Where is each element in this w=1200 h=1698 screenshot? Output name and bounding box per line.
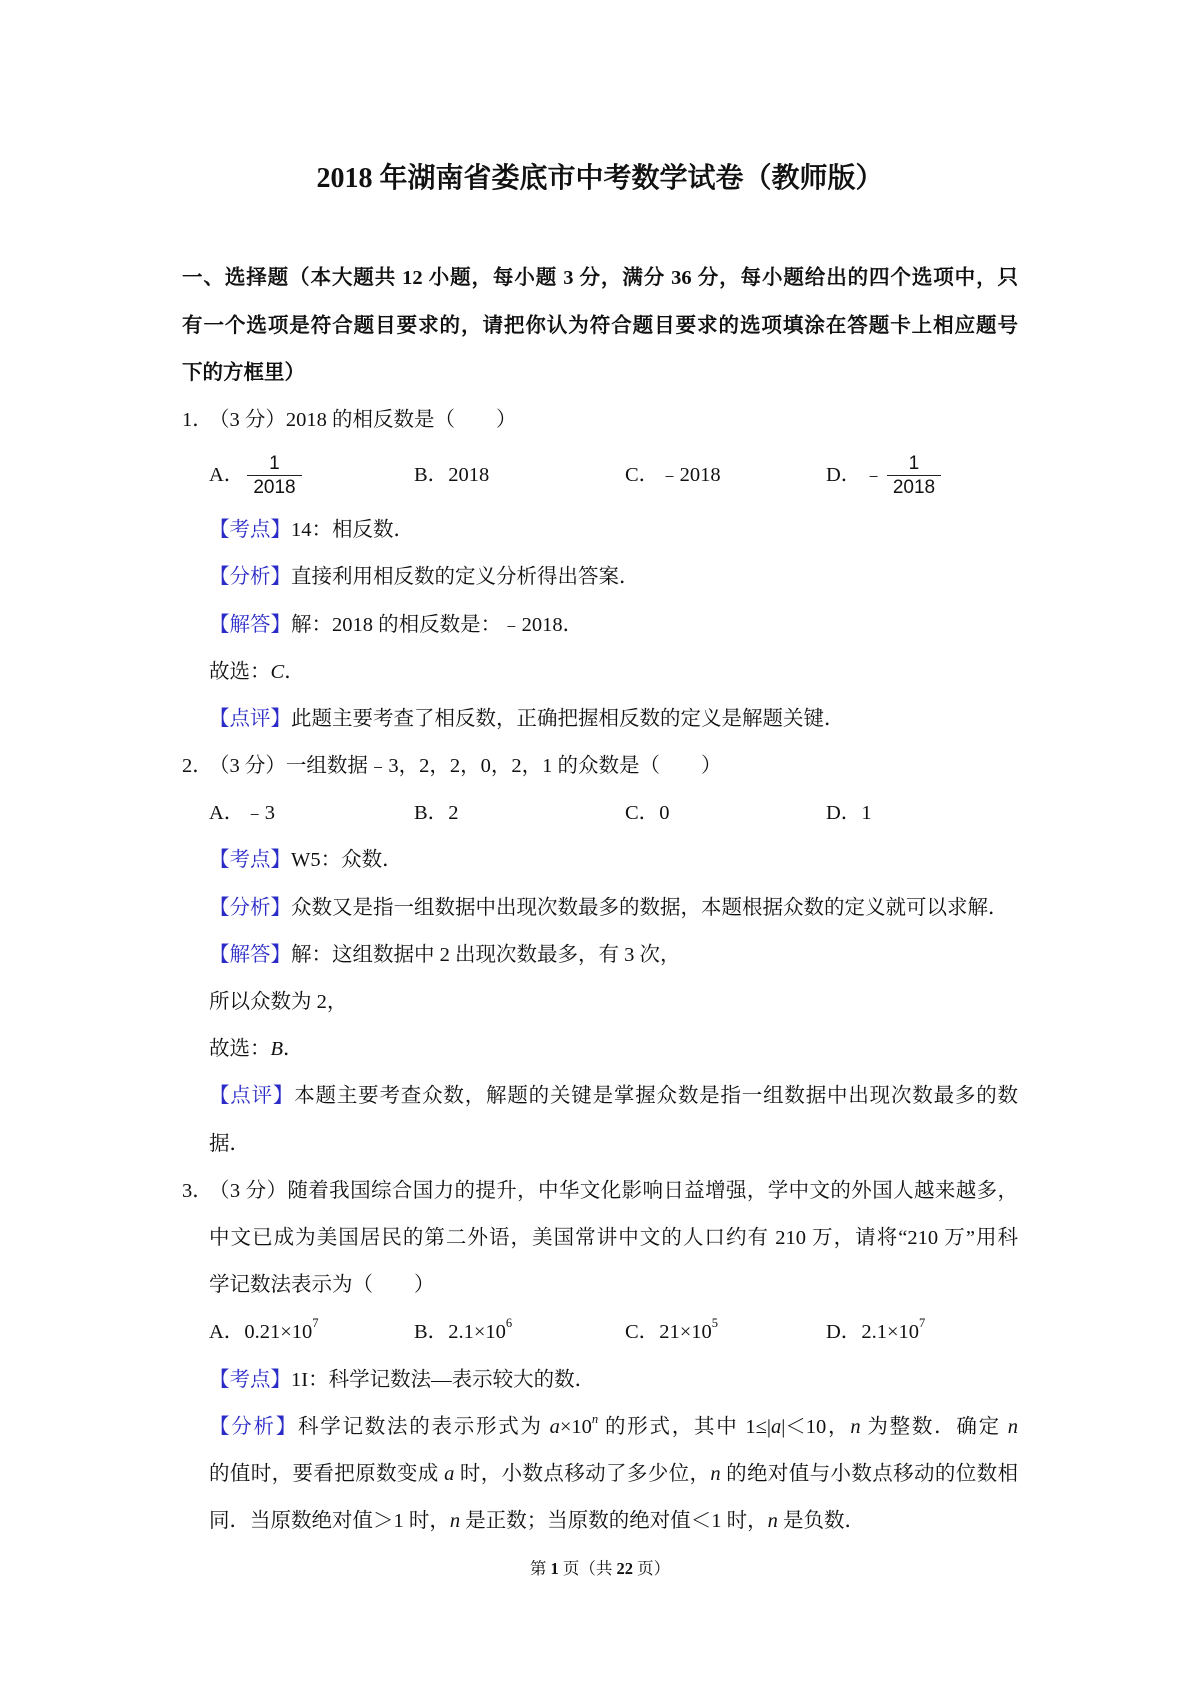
option-d — [826, 790, 872, 837]
option-text: 2 — [448, 802, 459, 825]
analysis-text: 为整数．确定 — [860, 1415, 1008, 1438]
knowledge-point-text: W5：众数． — [291, 849, 403, 872]
question-stem-text: （3 分）2018 的相反数是（ ） — [209, 408, 517, 431]
analysis-text: 是正数；当原数的绝对值＜1 时， — [460, 1510, 768, 1533]
math-exponent: n — [591, 1411, 599, 1426]
fraction-numerator: 1 — [908, 453, 920, 475]
answer-prefix: 故选： — [209, 660, 271, 683]
question-stem-line — [182, 1168, 1018, 1215]
math-variable: a — [549, 1415, 560, 1438]
option-label: B． — [414, 802, 449, 825]
analysis-text: 是负数． — [777, 1510, 865, 1533]
solution-text: 解：2018 的相反数是：﹣2018． — [291, 613, 584, 636]
question-stem-text: （3 分）随着我国综合国力的提升，中华文化影响日益增强，学中文的外国人越来越多， — [209, 1179, 1018, 1202]
option-sign: ﹣ — [863, 464, 884, 487]
option-label: D． — [826, 1321, 862, 1344]
answer-choice: B — [270, 1038, 284, 1061]
option-base: 2.1×10 — [448, 1321, 506, 1344]
question-stem-text: 中文已成为美国居民的第二外语，美国常讲中文的人口约有 210 万，请将“210 万”用科 — [209, 1226, 1018, 1249]
option-label: C． — [625, 464, 660, 487]
option-base: 2.1×10 — [861, 1321, 919, 1344]
question-stem-line — [182, 397, 1018, 444]
analysis-line — [182, 1498, 1018, 1545]
option-text: 0 — [659, 802, 670, 825]
options-row — [182, 444, 1018, 507]
question-number: 2． — [182, 755, 213, 778]
option-d — [826, 444, 941, 507]
solution-label: 【解答】 — [209, 613, 291, 636]
page-footer — [0, 1557, 1200, 1581]
option-c — [625, 444, 721, 507]
answer-suffix: ． — [284, 660, 305, 683]
page-content — [182, 255, 1018, 1545]
option-label: A． — [209, 802, 245, 825]
analysis-text: 科学记数法的表示形式为 — [297, 1415, 550, 1438]
solution-label: 【解答】 — [209, 943, 291, 966]
comment-text: 此题主要考查了相反数，正确把握相反数的定义是解题关键． — [291, 707, 845, 730]
knowledge-point-label: 【考点】 — [209, 519, 291, 542]
answer-line — [182, 1026, 1018, 1073]
analysis-text: 的绝对值与小数点移动的位数相 — [720, 1462, 1018, 1485]
option-label: B． — [414, 1321, 449, 1344]
option-label: C． — [625, 1321, 660, 1344]
answer-prefix: 故选： — [209, 1038, 271, 1061]
option-base: 21×10 — [659, 1321, 712, 1344]
option-a: A． 0.21×10 $^7$ — [209, 1309, 319, 1356]
comment-text: 本题主要考查众数，解题的关键是掌握众数是指一组数据中出现次数最多的数 — [294, 1085, 1018, 1108]
comment-label: 【点评】 — [209, 707, 291, 730]
solution-text: 解：这组数据中 2 出现次数最多，有 3 次， — [291, 943, 681, 966]
option-text: 2018 — [448, 464, 490, 487]
option-b: B． 2.1×10 $^6$ — [414, 1309, 512, 1356]
math-variable: a — [444, 1462, 455, 1485]
analysis-text: 众数又是指一组数据中出现次数最多的数据，本题根据众数的定义就可以求解． — [291, 896, 1009, 919]
analysis-line — [182, 885, 1018, 932]
fraction — [247, 454, 301, 497]
math-variable: a — [770, 1415, 782, 1438]
page-title: 2018 年湖南省娄底市中考数学试卷（教师版） — [316, 163, 884, 194]
answer-line — [182, 649, 1018, 696]
question-stem-text: （3 分）一组数据﹣3，2，2，0，2，1 的众数是（ ） — [209, 755, 722, 778]
option-label: A． — [209, 1321, 245, 1344]
math-variable: n — [449, 1510, 461, 1533]
knowledge-point-label: 【考点】 — [209, 849, 291, 872]
answer-suffix: ． — [283, 1038, 304, 1061]
solution-line — [182, 602, 1018, 649]
analysis-label: 【分析】 — [209, 896, 291, 919]
option-base: 0.21×10 — [244, 1321, 313, 1344]
analysis-text: ×10 — [559, 1415, 592, 1438]
fraction-numerator: 1 — [269, 453, 280, 475]
analysis-label: 【分析】 — [209, 566, 291, 589]
analysis-text: 同．当原数绝对值＞1 时， — [209, 1510, 450, 1533]
footer-prefix: 第 — [529, 1559, 551, 1578]
math-variable: n — [710, 1462, 721, 1485]
fraction — [887, 454, 941, 497]
section-heading-line: 一、选择题（本大题共 12 小题，每小题 3 分，满分 36 分，每小题给出的四个选项中，只 — [182, 267, 1018, 290]
page-total: 22 — [616, 1559, 633, 1578]
solution-text: 所以众数为 2， — [209, 991, 348, 1014]
question-number: 3． — [182, 1179, 213, 1202]
options-row — [182, 1309, 1018, 1356]
solution-line — [182, 932, 1018, 979]
options-row — [182, 790, 1018, 837]
answer-choice: C — [270, 660, 285, 683]
question-3 — [182, 1168, 1018, 1546]
analysis-line — [182, 1451, 1018, 1498]
knowledge-point-text: 1I：科学记数法—表示较大的数． — [291, 1368, 596, 1391]
option-a — [209, 444, 302, 507]
option-label: A． — [209, 464, 245, 487]
knowledge-point-line — [182, 507, 1018, 554]
comment-line — [182, 696, 1018, 743]
analysis-label: 【分析】 — [209, 1415, 298, 1438]
comment-line — [182, 1121, 1018, 1168]
option-b — [414, 790, 458, 837]
question-stem-line — [182, 743, 1018, 790]
question-stem-text: 学记数法表示为（ ） — [209, 1274, 435, 1297]
analysis-text: 的形式，其中 1≤| — [598, 1415, 771, 1438]
knowledge-point-line — [182, 1357, 1018, 1404]
knowledge-point-text: 14：相反数． — [291, 519, 414, 542]
analysis-text: |＜10， — [781, 1415, 851, 1438]
fraction-denominator: 2018 — [247, 475, 301, 497]
option-label: C． — [625, 802, 660, 825]
option-text: ﹣3 — [244, 802, 276, 825]
option-d: D． 2.1×10 $^7$ — [826, 1309, 925, 1356]
section-heading — [182, 255, 1018, 397]
option-c — [625, 790, 669, 837]
option-label: D． — [826, 802, 862, 825]
analysis-text: 的值时，要看把原数变成 — [209, 1462, 445, 1485]
knowledge-point-label: 【考点】 — [209, 1368, 291, 1391]
section-heading-line: 下的方框里） — [182, 361, 305, 384]
question-stem-line — [182, 1262, 1018, 1309]
question-1 — [182, 397, 1018, 743]
footer-suffix: 页） — [633, 1559, 671, 1578]
math-variable: n — [850, 1415, 861, 1438]
question-2 — [182, 743, 1018, 1168]
section-heading-line: 有一个选项是符合题目要求的，请把你认为符合题目要求的选项填涂在答题卡上相应题号 — [182, 314, 1018, 337]
option-a — [209, 790, 275, 837]
analysis-text: 直接利用相反数的定义分析得出答案． — [291, 566, 640, 589]
solution-line — [182, 979, 1018, 1026]
analysis-text: 时，小数点移动了多少位， — [454, 1462, 711, 1485]
comment-text: 据． — [209, 1132, 250, 1155]
question-number: 1． — [182, 408, 213, 431]
fraction-denominator: 2018 — [887, 475, 941, 497]
option-text: 1 — [861, 802, 872, 825]
option-text: ﹣2018 — [659, 464, 721, 487]
footer-middle: 页（共 — [558, 1559, 617, 1578]
question-stem-line — [182, 1215, 1018, 1262]
math-variable: n — [767, 1510, 778, 1533]
comment-line — [182, 1073, 1018, 1120]
knowledge-point-line — [182, 837, 1018, 884]
option-label: D． — [826, 464, 862, 487]
comment-label: 【点评】 — [209, 1085, 295, 1108]
math-variable: n — [1007, 1415, 1018, 1438]
option-c: C． 21×10 $^5$ — [625, 1309, 718, 1356]
page-number: 1 — [550, 1559, 559, 1578]
option-label: B． — [414, 464, 449, 487]
analysis-line — [182, 1404, 1018, 1451]
analysis-line — [182, 554, 1018, 601]
option-b — [414, 444, 489, 507]
